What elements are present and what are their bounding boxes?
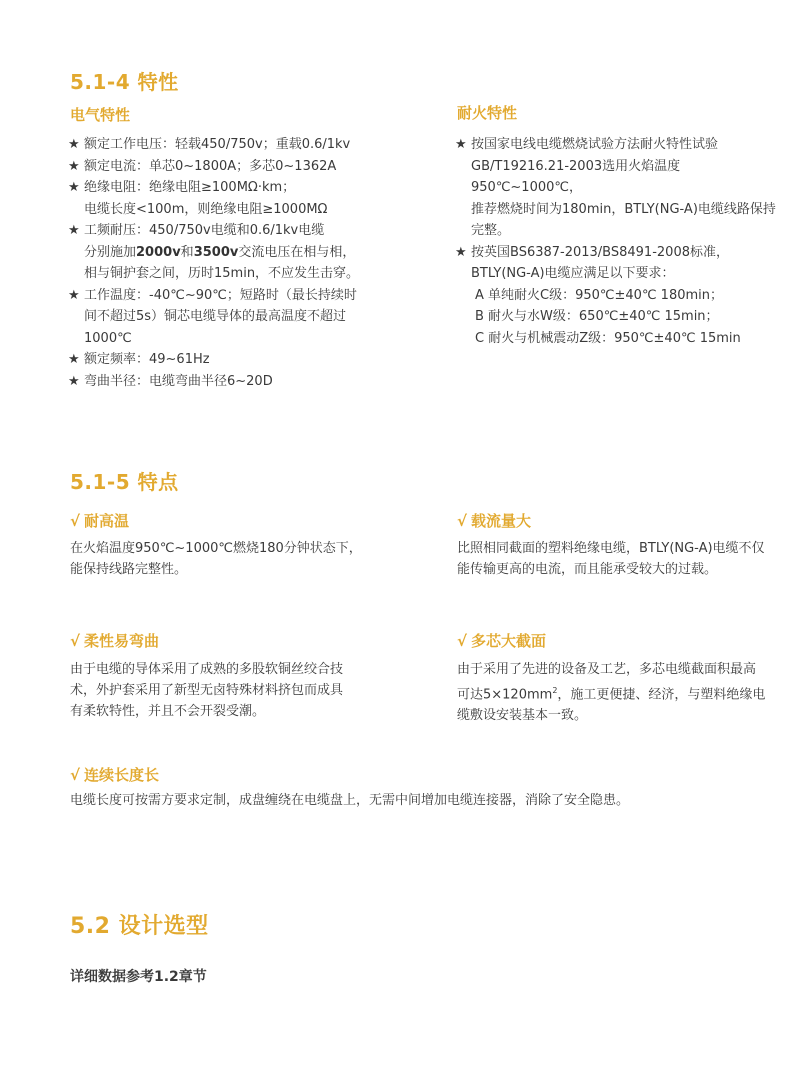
electrical-item-text: 相与铜护套之间，历时15min，不应发生击穿。 (84, 266, 360, 281)
electrical-item-text: 电缆长度<100m，则绝缘电阻≥1000MΩ (84, 201, 328, 217)
star-icon: ★ (68, 158, 80, 174)
electrical-item-text: 弯曲半径：电缆弯曲半径6~20D (84, 373, 273, 389)
check-icon: √ (70, 766, 81, 784)
fire-item-text: 推荐燃烧时间为180min，BTLY(NG-A)电缆线路保持 (471, 201, 776, 217)
electrical-item (68, 177, 408, 220)
star-icon: ★ (68, 180, 80, 195)
fire-sub-item: C 耐火与机械震动Z级：950℃±40℃ 15min (475, 330, 741, 346)
electrical-item (68, 349, 408, 371)
star-icon: ★ (68, 287, 80, 303)
star-icon: ★ (68, 373, 80, 389)
electrical-list (68, 134, 408, 392)
electrical-item-text: 额定频率：49~61Hz (84, 352, 210, 367)
feature-title-text: 连续长度长 (84, 766, 160, 784)
electrical-item-text: 额定工作电压：轻载450/750v；重载0.6/1kv (84, 137, 351, 152)
feature-line: 缆敷设安装基本一致。 (457, 708, 588, 724)
fire-title: 耐火特性 (457, 104, 518, 122)
feature-text-length (70, 790, 770, 811)
feature-line: 术，外护套采用了新型无卤特殊材料挤包而成具 (70, 683, 344, 698)
fire-item-text: GB/T19216.21-2003选用火焰温度950℃~1000℃， (471, 158, 681, 195)
star-icon: ★ (455, 244, 467, 260)
fire-item-text: 按国家电线电缆燃烧试验方法耐火特性试验 (471, 137, 719, 152)
feature-line: 由于采用了先进的设备及工艺，多芯电缆截面积最高 (457, 662, 757, 677)
feature-title-text: 柔性易弯曲 (84, 632, 160, 650)
section-5-2-title: 5.2 设计选型 (70, 914, 209, 939)
feature-title-text: 耐高温 (84, 512, 130, 530)
feature-line (457, 680, 792, 705)
feature-title-capacity (457, 510, 531, 531)
feature-title-text: 多芯大截面 (471, 632, 547, 650)
voltage-3500: 3500v (193, 244, 239, 260)
feature-text-flexible (70, 659, 410, 722)
electrical-item (68, 134, 408, 156)
fire-item (455, 242, 785, 350)
electrical-item (68, 371, 408, 393)
electrical-item-text: 间不超过5s）铜芯电缆导体的最高温度不超过 (84, 309, 347, 324)
feature-line: 能保持线路完整性。 (70, 562, 188, 577)
electrical-item (68, 285, 408, 350)
star-icon: ★ (68, 137, 80, 152)
section-5-1-5-title: 5.1-5 特点 (70, 470, 179, 494)
electrical-item-text: 额定电流：单芯0~1800A；多芯0~1362A (84, 158, 337, 174)
fire-sub-item: B 耐火与水W级：650℃±40℃ 15min； (475, 309, 719, 324)
feature-title-flexible (70, 630, 159, 651)
text-fragment: 和 (180, 244, 194, 260)
feature-title-length (70, 764, 159, 785)
electrical-item (68, 156, 408, 178)
feature-line: 有柔软特性，并且不会开裂受潮。 (70, 704, 266, 719)
section-5-1-4-title: 5.1-4 特性 (70, 70, 179, 94)
star-icon: ★ (68, 223, 80, 238)
star-icon: ★ (68, 352, 80, 367)
fire-item (455, 134, 785, 242)
voltage-2000: 2000v (136, 244, 181, 260)
text-fragment: 可达5×120mm (457, 687, 553, 703)
check-icon: √ (70, 512, 81, 530)
check-icon: √ (457, 512, 468, 530)
feature-title-multicore (457, 630, 546, 651)
fire-list (455, 134, 785, 349)
feature-title-heat (70, 510, 129, 531)
feature-text-heat (70, 538, 410, 580)
star-icon: ★ (455, 137, 467, 152)
feature-line: 能传输更高的电流，而且能承受较大的过载。 (457, 562, 718, 577)
fire-sub-item: A 单纯耐火C级：950℃±40℃ 180min； (475, 287, 724, 303)
feature-line: 比照相同截面的塑料绝缘电缆，BTLY(NG-A)电缆不仅 (457, 541, 765, 556)
feature-text-capacity (457, 538, 792, 580)
superscript: 2 (552, 686, 558, 695)
text-fragment: 分别施加 (84, 244, 137, 260)
electrical-item-text (84, 242, 408, 264)
feature-text-multicore (457, 659, 792, 726)
feature-line: 由于电缆的导体采用了成熟的多股软铜丝绞合技 (70, 662, 344, 677)
electrical-item-withstand (68, 220, 408, 285)
text-fragment: 交流电压在相与相， (238, 244, 356, 260)
feature-line: 在火焰温度950℃~1000℃燃烧180分钟状态下， (70, 541, 362, 556)
check-icon: √ (457, 632, 468, 650)
electrical-item-text: 工频耐压：450/750v电缆和0.6/1kv电缆 (84, 223, 325, 238)
fire-item-text: 按英国BS6387-2013/BS8491-2008标准， (471, 244, 729, 260)
feature-line: 电缆长度可按需方要求定制，成盘缠绕在电缆盘上，无需中间增加电缆连接器，消除了安全隐患。 (70, 793, 630, 808)
section-5-2-note: 详细数据参考1.2章节 (70, 969, 207, 985)
electrical-title: 电气特性 (70, 106, 131, 124)
fire-item-text: 完整。 (471, 223, 511, 238)
text-fragment: ，施工更便捷、经济，与塑料绝缘电 (557, 687, 766, 703)
electrical-item-text: 工作温度：-40℃~90℃；短路时（最长持续时 (84, 287, 357, 303)
electrical-item-text: 1000℃ (84, 330, 132, 346)
feature-title-text: 载流量大 (471, 512, 532, 530)
fire-item-text: BTLY(NG-A)电缆应满足以下要求： (471, 266, 675, 281)
check-icon: √ (70, 632, 81, 650)
electrical-item-text: 绝缘电阻：绝缘电阻≥100MΩ·km； (84, 180, 296, 195)
